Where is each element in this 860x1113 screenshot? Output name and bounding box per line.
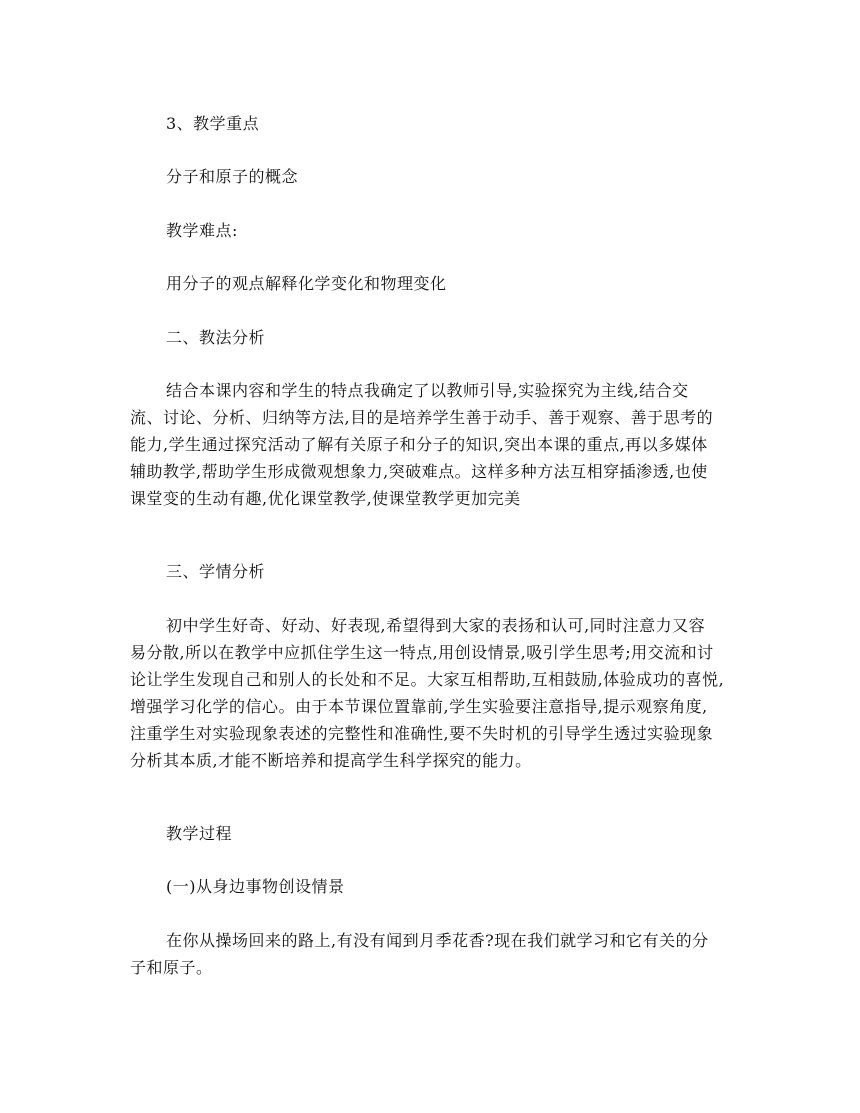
- paragraph-line: 注重学生对实验现象表述的完整性和准确性,要不失时机的引导学生透过实验现象: [130, 724, 714, 743]
- heading-student-analysis: 三、学情分析: [166, 562, 266, 581]
- paragraph-line: 课堂变的生动有趣,优化课堂教学,使课堂教学更加完美: [130, 489, 521, 508]
- paragraph-line: 在你从操场回来的路上,有没有闻到月季花香?现在我们就学习和它有关的分: [166, 931, 709, 950]
- paragraph-line: 流、讨论、分析、归纳等方法,目的是培养学生善于动手、善于观察、善于思考的: [130, 408, 714, 427]
- heading-teaching-key: 3、教学重点: [166, 114, 260, 133]
- paragraph-line: 分析其本质,才能不断培养和提高学生科学探究的能力。: [130, 751, 532, 770]
- paragraph-line: 初中学生好奇、好动、好表现,希望得到大家的表扬和认可,同时注意力又容: [166, 616, 706, 635]
- paragraph-line: 能力,学生通过探究活动了解有关原子和分子的知识,突出本课的重点,再以多媒体: [130, 435, 708, 454]
- heading-step-one: (一)从身边事物创设情景: [166, 877, 345, 896]
- teaching-key-content: 分子和原子的概念: [166, 167, 299, 186]
- paragraph-line: 论让学生发现自己和别人的长处和不足。大家互相帮助,互相鼓励,体验成功的喜悦,: [130, 670, 725, 689]
- heading-method-analysis: 二、教法分析: [166, 328, 266, 347]
- paragraph-line: 结合本课内容和学生的特点我确定了以教师引导,实验探究为主线,结合交: [166, 381, 689, 400]
- paragraph-line: 易分散,所以在教学中应抓住学生这一特点,用创设情景,吸引学生思考;用交流和讨: [130, 643, 714, 662]
- heading-teaching-process: 教学过程: [166, 824, 233, 843]
- heading-teaching-difficulty: 教学难点:: [166, 221, 238, 240]
- teaching-difficulty-content: 用分子的观点解释化学变化和物理变化: [166, 274, 447, 293]
- paragraph-line: 增强学习化学的信心。由于本节课位置靠前,学生实验要注意指导,提示观察角度,: [130, 697, 708, 716]
- paragraph-line: 辅助教学,帮助学生形成微观想象力,突破难点。这样多种方法互相穿插渗透,也使: [130, 462, 708, 481]
- paragraph-line: 子和原子。: [130, 958, 213, 977]
